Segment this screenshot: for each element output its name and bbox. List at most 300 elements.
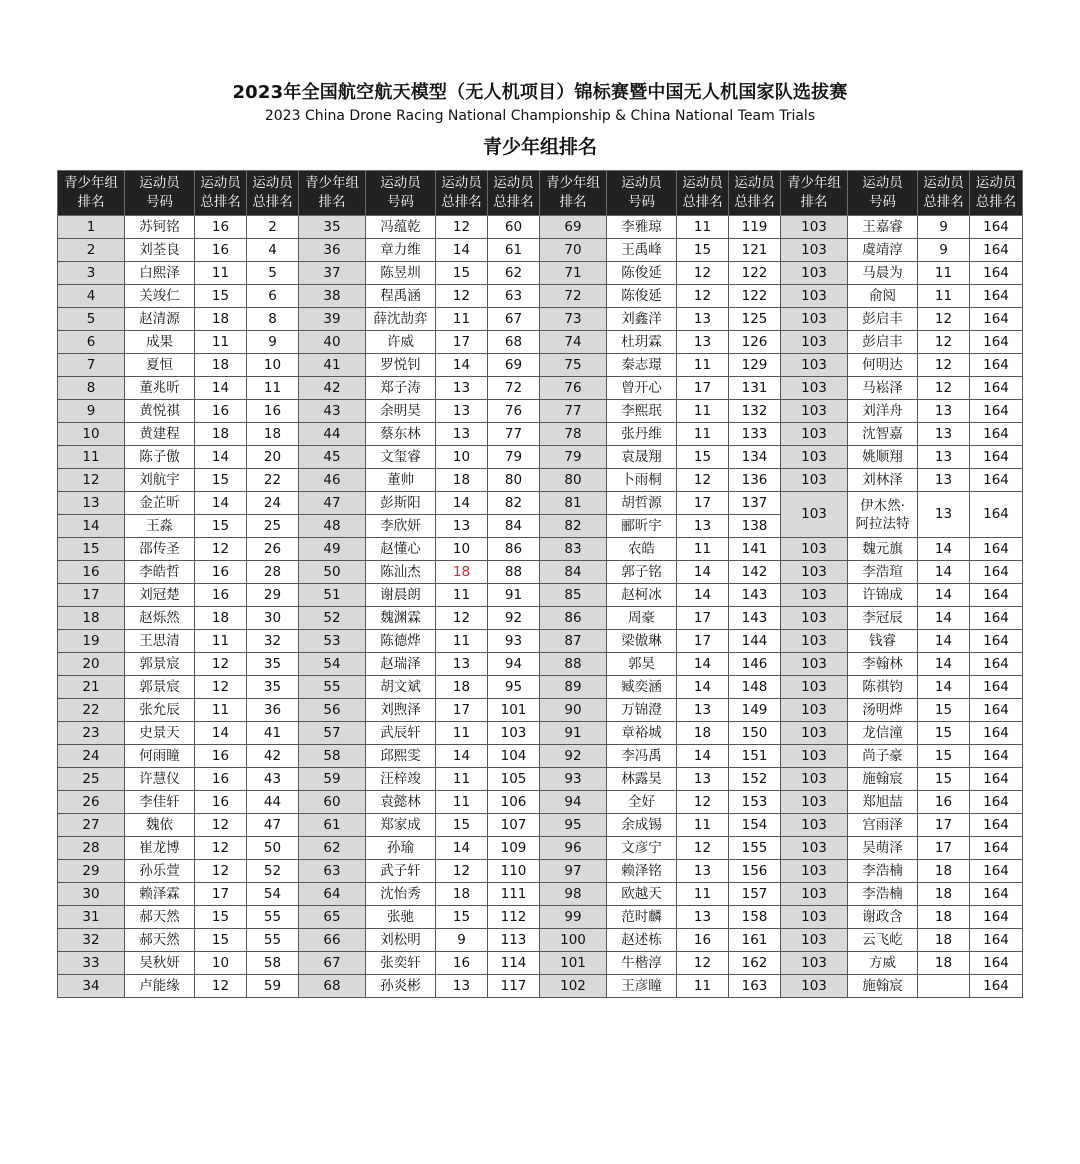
cell-name: 李熙珉 [607, 400, 677, 423]
cell-rank: 88 [540, 653, 607, 676]
cell-total-rank: 88 [488, 561, 540, 584]
table-row [58, 492, 1023, 515]
cell-total-rank: 164 [970, 676, 1023, 699]
cell-total-rank: 143 [729, 607, 781, 630]
cell-age: 16 [195, 745, 247, 768]
cell-total-rank: 119 [729, 216, 781, 239]
cell-age: 16 [436, 952, 488, 975]
cell-name: 郦昕宇 [607, 515, 677, 538]
cell-total-rank: 62 [488, 262, 540, 285]
cell-total-rank: 132 [729, 400, 781, 423]
cell-age: 18 [195, 607, 247, 630]
cell-name: 李雅琼 [607, 216, 677, 239]
cell-name: 夏恒 [125, 354, 195, 377]
cell-name: 何明达 [848, 354, 918, 377]
cell-name: 沈怡秀 [366, 883, 436, 906]
cell-name: 钱睿 [848, 630, 918, 653]
cell-name: 许锦成 [848, 584, 918, 607]
cell-name: 李浩楠 [848, 860, 918, 883]
cell-rank: 33 [58, 952, 125, 975]
cell-age: 18 [918, 929, 970, 952]
cell-total-rank: 50 [247, 837, 299, 860]
cell-age: 13 [436, 423, 488, 446]
cell-name: 谢政含 [848, 906, 918, 929]
cell-total-rank: 35 [247, 676, 299, 699]
cell-total-rank: 125 [729, 308, 781, 331]
cell-rank: 92 [540, 745, 607, 768]
header-total-rank: 运动员 总排名 [488, 171, 540, 216]
cell-name: 郝天然 [125, 929, 195, 952]
cell-total-rank: 72 [488, 377, 540, 400]
cell-name: 蔡东林 [366, 423, 436, 446]
cell-total-rank: 11 [247, 377, 299, 400]
cell-name: 文彦宁 [607, 837, 677, 860]
header-age: 运动员 总排名 [436, 171, 488, 216]
cell-age: 18 [195, 423, 247, 446]
cell-rank: 22 [58, 699, 125, 722]
cell-total-rank: 52 [247, 860, 299, 883]
cell-rank: 90 [540, 699, 607, 722]
cell-age: 15 [436, 814, 488, 837]
cell-rank: 51 [299, 584, 366, 607]
cell-rank: 103 [781, 492, 848, 538]
cell-name: 赵述栋 [607, 929, 677, 952]
cell-age: 11 [436, 630, 488, 653]
cell-rank: 29 [58, 860, 125, 883]
header-rank: 青少年组 排名 [299, 171, 366, 216]
cell-name: 程禹涵 [366, 285, 436, 308]
cell-rank: 103 [781, 814, 848, 837]
cell-total-rank: 2 [247, 216, 299, 239]
cell-rank: 2 [58, 239, 125, 262]
cell-rank: 91 [540, 722, 607, 745]
cell-rank: 95 [540, 814, 607, 837]
cell-name: 李冯禹 [607, 745, 677, 768]
cell-rank: 75 [540, 354, 607, 377]
cell-age: 14 [918, 561, 970, 584]
cell-age: 13 [436, 653, 488, 676]
cell-age: 15 [195, 469, 247, 492]
cell-age: 15 [677, 239, 729, 262]
header-name: 运动员 号码 [125, 171, 195, 216]
cell-total-rank: 164 [970, 906, 1023, 929]
cell-rank: 54 [299, 653, 366, 676]
cell-age: 11 [677, 216, 729, 239]
cell-name: 郑子涛 [366, 377, 436, 400]
cell-age: 16 [195, 791, 247, 814]
cell-total-rank: 30 [247, 607, 299, 630]
cell-name: 马晨为 [848, 262, 918, 285]
cell-total-rank: 149 [729, 699, 781, 722]
cell-age: 14 [436, 837, 488, 860]
cell-age: 12 [436, 607, 488, 630]
cell-total-rank: 79 [488, 446, 540, 469]
cell-name: 邱熙雯 [366, 745, 436, 768]
cell-name: 李佳轩 [125, 791, 195, 814]
cell-total-rank: 86 [488, 538, 540, 561]
cell-rank: 103 [781, 975, 848, 998]
cell-total-rank: 164 [970, 837, 1023, 860]
cell-total-rank: 24 [247, 492, 299, 515]
cell-age: 14 [677, 561, 729, 584]
cell-total-rank: 32 [247, 630, 299, 653]
cell-age: 17 [677, 377, 729, 400]
cell-total-rank: 164 [970, 216, 1023, 239]
cell-age: 18 [436, 469, 488, 492]
cell-age: 11 [195, 630, 247, 653]
header-name: 运动员 号码 [607, 171, 677, 216]
cell-age: 13 [436, 400, 488, 423]
cell-name: 李翰林 [848, 653, 918, 676]
cell-name: 谢晨朗 [366, 584, 436, 607]
cell-total-rank: 55 [247, 929, 299, 952]
cell-name: 刘鑫洋 [607, 308, 677, 331]
cell-age: 17 [677, 492, 729, 515]
cell-name: 袁懿林 [366, 791, 436, 814]
cell-rank: 18 [58, 607, 125, 630]
cell-age: 15 [195, 515, 247, 538]
table-row [58, 446, 1023, 469]
cell-total-rank: 164 [970, 653, 1023, 676]
cell-rank: 102 [540, 975, 607, 998]
cell-total-rank: 152 [729, 768, 781, 791]
cell-name: 何雨瞳 [125, 745, 195, 768]
cell-name: 黄建程 [125, 423, 195, 446]
cell-total-rank: 104 [488, 745, 540, 768]
cell-total-rank: 6 [247, 285, 299, 308]
cell-age: 18 [195, 354, 247, 377]
ranking-table [57, 170, 1023, 998]
cell-rank: 103 [781, 423, 848, 446]
cell-age: 16 [677, 929, 729, 952]
table-row [58, 262, 1023, 285]
cell-name: 卜雨桐 [607, 469, 677, 492]
cell-name: 郭景宸 [125, 653, 195, 676]
cell-name: 史景天 [125, 722, 195, 745]
cell-total-rank: 101 [488, 699, 540, 722]
cell-rank: 89 [540, 676, 607, 699]
cell-name: 章裕城 [607, 722, 677, 745]
cell-total-rank: 163 [729, 975, 781, 998]
cell-age: 13 [918, 492, 970, 538]
cell-rank: 103 [781, 860, 848, 883]
cell-name: 郑家成 [366, 814, 436, 837]
cell-age: 13 [677, 860, 729, 883]
cell-total-rank: 10 [247, 354, 299, 377]
cell-name: 李浩瑄 [848, 561, 918, 584]
cell-name: 李皓哲 [125, 561, 195, 584]
cell-rank: 94 [540, 791, 607, 814]
cell-age: 11 [918, 262, 970, 285]
cell-name: 赵懂心 [366, 538, 436, 561]
table-row [58, 814, 1023, 837]
cell-age: 11 [436, 722, 488, 745]
cell-total-rank: 61 [488, 239, 540, 262]
cell-total-rank: 60 [488, 216, 540, 239]
cell-rank: 103 [781, 538, 848, 561]
cell-age: 11 [436, 584, 488, 607]
header-age: 运动员 总排名 [677, 171, 729, 216]
cell-age: 10 [195, 952, 247, 975]
cell-name: 赖泽霖 [125, 883, 195, 906]
cell-rank: 35 [299, 216, 366, 239]
cell-name: 李冠辰 [848, 607, 918, 630]
table-row [58, 929, 1023, 952]
cell-age: 11 [677, 975, 729, 998]
cell-rank: 41 [299, 354, 366, 377]
cell-rank: 103 [781, 837, 848, 860]
cell-rank: 48 [299, 515, 366, 538]
header-total-rank: 运动员 总排名 [247, 171, 299, 216]
cell-total-rank: 5 [247, 262, 299, 285]
cell-total-rank: 69 [488, 354, 540, 377]
cell-name: 袁晟翔 [607, 446, 677, 469]
cell-rank: 103 [781, 906, 848, 929]
cell-total-rank: 164 [970, 722, 1023, 745]
cell-total-rank: 103 [488, 722, 540, 745]
cell-rank: 103 [781, 216, 848, 239]
cell-total-rank: 164 [970, 860, 1023, 883]
cell-rank: 103 [781, 722, 848, 745]
cell-name: 张允辰 [125, 699, 195, 722]
cell-rank: 93 [540, 768, 607, 791]
cell-age: 9 [436, 929, 488, 952]
cell-total-rank: 42 [247, 745, 299, 768]
cell-age: 12 [195, 538, 247, 561]
cell-total-rank: 107 [488, 814, 540, 837]
cell-name: 孙炎彬 [366, 975, 436, 998]
cell-rank: 1 [58, 216, 125, 239]
cell-age: 16 [195, 584, 247, 607]
cell-age: 14 [918, 538, 970, 561]
cell-name: 沈智嘉 [848, 423, 918, 446]
cell-age: 11 [195, 331, 247, 354]
cell-age: 13 [677, 699, 729, 722]
cell-total-rank: 82 [488, 492, 540, 515]
cell-total-rank: 43 [247, 768, 299, 791]
cell-total-rank: 164 [970, 699, 1023, 722]
cell-total-rank: 92 [488, 607, 540, 630]
cell-rank: 44 [299, 423, 366, 446]
table-row [58, 538, 1023, 561]
cell-name: 尚子豪 [848, 745, 918, 768]
cell-rank: 58 [299, 745, 366, 768]
cell-rank: 74 [540, 331, 607, 354]
cell-name: 刘航宇 [125, 469, 195, 492]
cell-rank: 103 [781, 262, 848, 285]
cell-total-rank: 122 [729, 285, 781, 308]
table-row [58, 469, 1023, 492]
cell-name: 曾开心 [607, 377, 677, 400]
cell-age: 11 [436, 791, 488, 814]
cell-rank: 83 [540, 538, 607, 561]
cell-age: 9 [918, 216, 970, 239]
cell-name: 欧越天 [607, 883, 677, 906]
cell-rank: 103 [781, 653, 848, 676]
cell-name: 汪梓竣 [366, 768, 436, 791]
cell-rank: 30 [58, 883, 125, 906]
cell-name: 许威 [366, 331, 436, 354]
cell-rank: 70 [540, 239, 607, 262]
cell-name: 范时麟 [607, 906, 677, 929]
cell-age: 15 [195, 285, 247, 308]
cell-total-rank: 148 [729, 676, 781, 699]
cell-name: 秦志璟 [607, 354, 677, 377]
cell-total-rank: 138 [729, 515, 781, 538]
cell-rank: 103 [781, 607, 848, 630]
cell-age: 13 [677, 906, 729, 929]
cell-name: 牛楷淳 [607, 952, 677, 975]
cell-age: 12 [677, 262, 729, 285]
cell-name: 赵清源 [125, 308, 195, 331]
cell-name: 刘松明 [366, 929, 436, 952]
table-row [58, 400, 1023, 423]
cell-age: 14 [195, 446, 247, 469]
cell-age: 12 [677, 952, 729, 975]
cell-age [918, 975, 970, 998]
cell-total-rank: 164 [970, 423, 1023, 446]
cell-rank: 71 [540, 262, 607, 285]
cell-age: 16 [195, 768, 247, 791]
cell-rank: 36 [299, 239, 366, 262]
cell-total-rank: 164 [970, 285, 1023, 308]
cell-age: 17 [677, 630, 729, 653]
table-row [58, 837, 1023, 860]
cell-age: 18 [436, 676, 488, 699]
cell-age: 11 [677, 400, 729, 423]
cell-name: 许慧仪 [125, 768, 195, 791]
cell-rank: 65 [299, 906, 366, 929]
cell-age: 17 [436, 331, 488, 354]
cell-age: 13 [677, 331, 729, 354]
cell-rank: 27 [58, 814, 125, 837]
cell-rank: 16 [58, 561, 125, 584]
cell-rank: 26 [58, 791, 125, 814]
cell-age: 16 [195, 561, 247, 584]
cell-age: 15 [195, 929, 247, 952]
cell-age: 14 [918, 653, 970, 676]
cell-total-rank: 164 [970, 354, 1023, 377]
cell-age: 13 [918, 446, 970, 469]
cell-name: 虞靖淳 [848, 239, 918, 262]
table-row [58, 285, 1023, 308]
cell-rank: 20 [58, 653, 125, 676]
cell-rank: 103 [781, 377, 848, 400]
cell-name: 孙瑜 [366, 837, 436, 860]
cell-total-rank: 28 [247, 561, 299, 584]
cell-name: 武辰轩 [366, 722, 436, 745]
cell-total-rank: 164 [970, 952, 1023, 975]
cell-rank: 8 [58, 377, 125, 400]
header-total-rank: 运动员 总排名 [729, 171, 781, 216]
cell-name: 刘林泽 [848, 469, 918, 492]
header-rank: 青少年组 排名 [781, 171, 848, 216]
cell-age: 14 [677, 745, 729, 768]
cell-rank: 42 [299, 377, 366, 400]
cell-rank: 50 [299, 561, 366, 584]
cell-age: 15 [918, 722, 970, 745]
cell-age: 18 [918, 952, 970, 975]
cell-name: 黄悦祺 [125, 400, 195, 423]
cell-age: 18 [918, 883, 970, 906]
header-age: 运动员 总排名 [195, 171, 247, 216]
cell-age: 18 [436, 561, 488, 584]
cell-age: 15 [195, 906, 247, 929]
cell-rank: 45 [299, 446, 366, 469]
cell-name: 王嘉睿 [848, 216, 918, 239]
cell-rank: 99 [540, 906, 607, 929]
cell-name: 彭启丰 [848, 331, 918, 354]
cell-name: 薛沈劼弈 [366, 308, 436, 331]
cell-age: 11 [195, 262, 247, 285]
cell-age: 13 [436, 515, 488, 538]
cell-name: 施翰宸 [848, 768, 918, 791]
cell-total-rank: 109 [488, 837, 540, 860]
cell-rank: 103 [781, 331, 848, 354]
cell-rank: 103 [781, 745, 848, 768]
header-rank: 青少年组 排名 [540, 171, 607, 216]
cell-rank: 72 [540, 285, 607, 308]
cell-rank: 7 [58, 354, 125, 377]
cell-age: 17 [436, 699, 488, 722]
cell-rank: 15 [58, 538, 125, 561]
cell-rank: 76 [540, 377, 607, 400]
cell-total-rank: 114 [488, 952, 540, 975]
cell-name: 孙乐萱 [125, 860, 195, 883]
cell-rank: 46 [299, 469, 366, 492]
cell-rank: 53 [299, 630, 366, 653]
cell-age: 12 [677, 469, 729, 492]
cell-total-rank: 76 [488, 400, 540, 423]
cell-total-rank: 94 [488, 653, 540, 676]
header-rank: 青少年组 排名 [58, 171, 125, 216]
cell-name: 董兆昕 [125, 377, 195, 400]
cell-age: 15 [436, 906, 488, 929]
table-row [58, 768, 1023, 791]
cell-age: 17 [195, 883, 247, 906]
cell-age: 14 [677, 653, 729, 676]
cell-rank: 103 [781, 239, 848, 262]
cell-rank: 17 [58, 584, 125, 607]
cell-name: 关竣仁 [125, 285, 195, 308]
cell-total-rank: 161 [729, 929, 781, 952]
cell-total-rank: 91 [488, 584, 540, 607]
cell-total-rank: 133 [729, 423, 781, 446]
cell-age: 13 [918, 469, 970, 492]
cell-age: 12 [677, 791, 729, 814]
cell-rank: 103 [781, 791, 848, 814]
cell-rank: 101 [540, 952, 607, 975]
cell-name: 万锦澄 [607, 699, 677, 722]
cell-rank: 103 [781, 400, 848, 423]
cell-age: 13 [677, 515, 729, 538]
cell-name: 陈汕杰 [366, 561, 436, 584]
cell-rank: 52 [299, 607, 366, 630]
cell-name: 陈俊延 [607, 262, 677, 285]
cell-age: 14 [436, 492, 488, 515]
cell-total-rank: 112 [488, 906, 540, 929]
cell-rank: 87 [540, 630, 607, 653]
cell-age: 15 [436, 262, 488, 285]
cell-age: 14 [918, 607, 970, 630]
cell-rank: 86 [540, 607, 607, 630]
table-row [58, 975, 1023, 998]
cell-total-rank: 164 [970, 400, 1023, 423]
cell-age: 18 [195, 308, 247, 331]
cell-rank: 37 [299, 262, 366, 285]
cell-name: 王禹峰 [607, 239, 677, 262]
title-english: 2023 China Drone Racing National Championship & China National Team Trials [264, 108, 816, 124]
